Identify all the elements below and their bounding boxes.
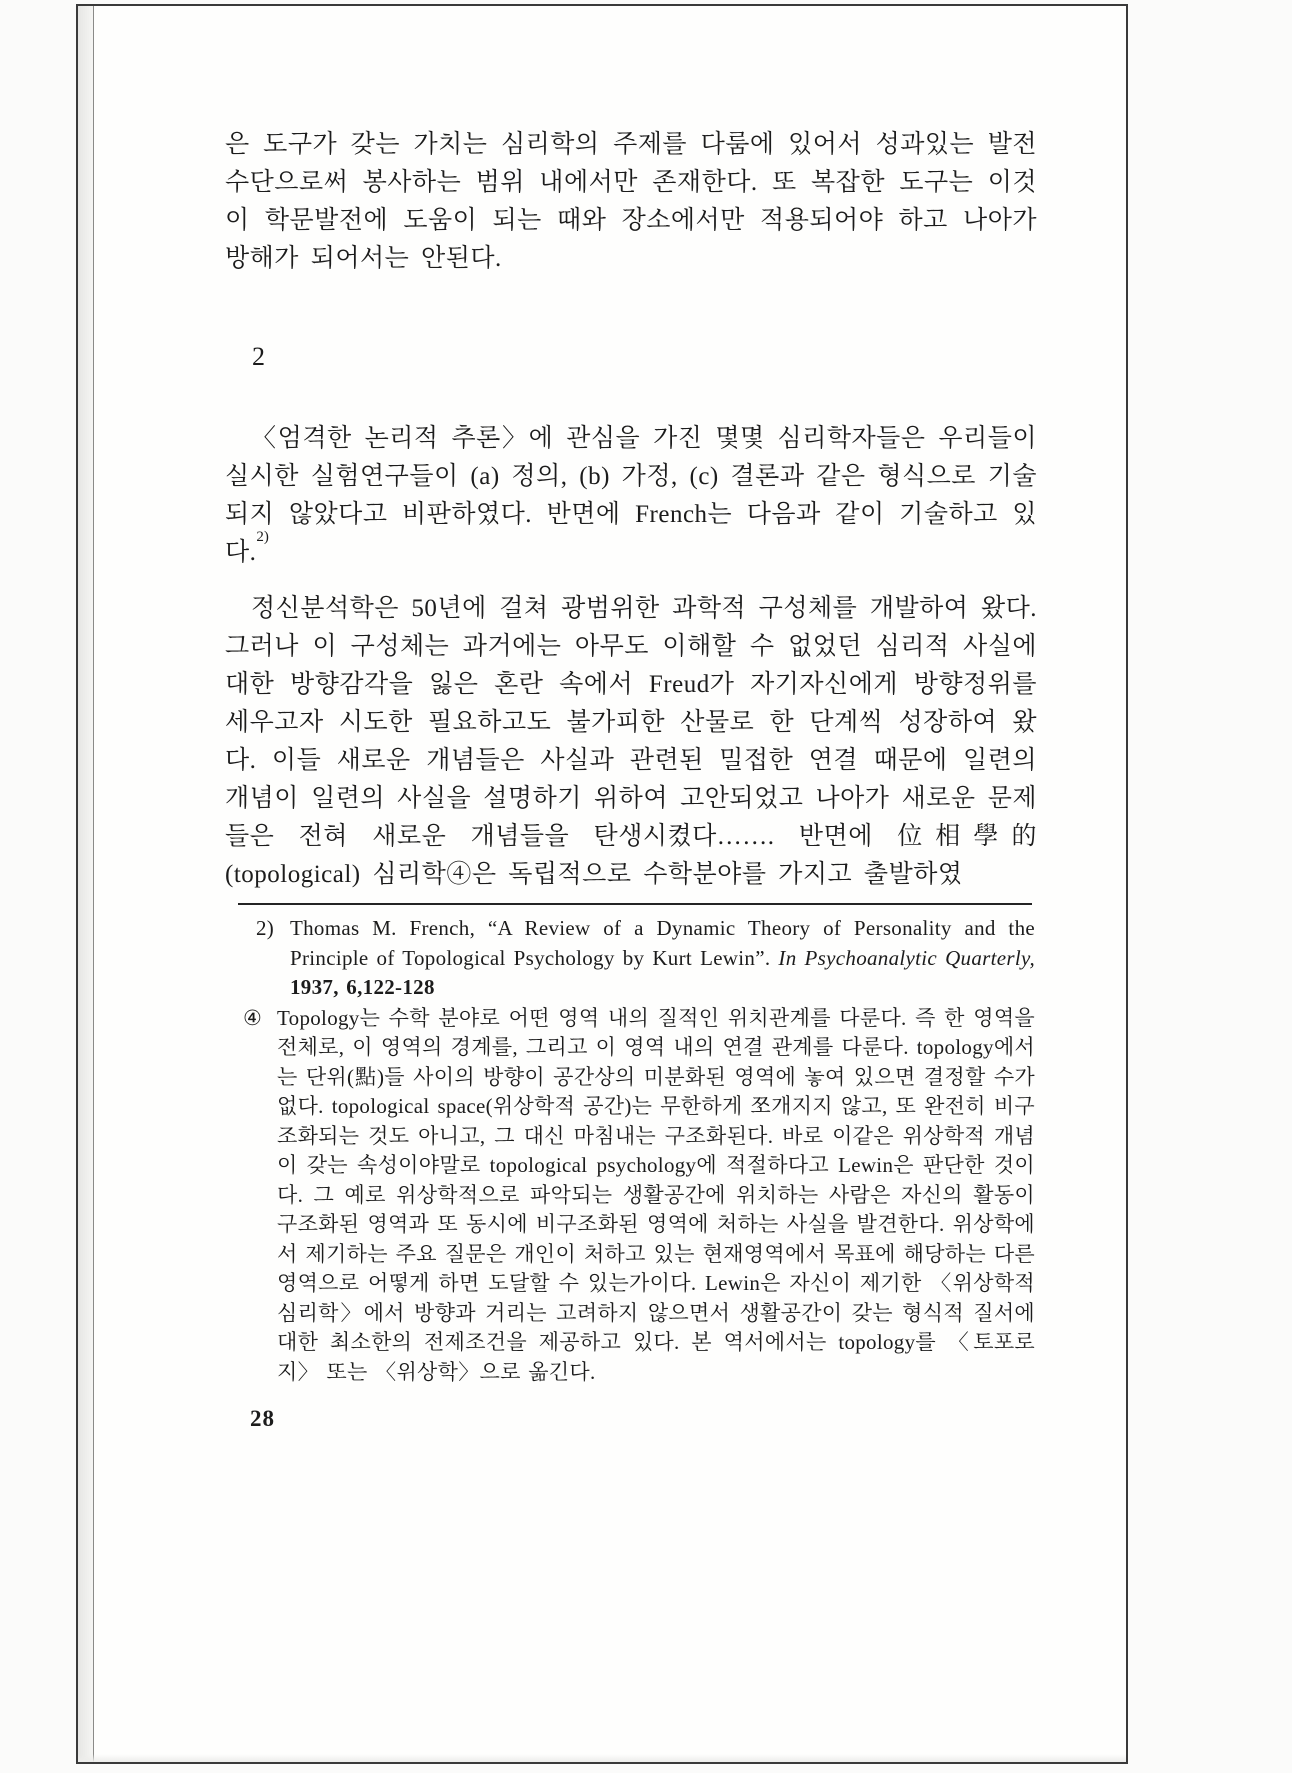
- footnotes-section: [243, 914, 1035, 1387]
- footnote-reference-2: 2): [256, 528, 269, 545]
- footnote-4-text: Topology는 수학 분야로 어떤 영역 내의 질적인 위치관계를 다룬다. 즉 한 영역을 전체로, 이 영역의 경계를, 그리고 이 영역 내의 연결 관계를 다룬다. topology에서는 단위(點)들 사이의 방향이 공간상의 미분화된 영역에 놓여 있으면 결정할 수가 없다. topological space(위상학적 공간)는 무한하게 쪼개지지 않고, 또 완전히 비구조화되는 것도 아니고, 그 대신 마침내는 구조화된다. 바로 이같은 위상학적 개념이 갖는 속성이야말로 topological psychology에 적절하다고 Lewin은 판단한 것이다. 그 예로 위상학적으로 파악되는 생활공간에 위치하는 사람은 자신의 활동이 구조화된 영역과 또 동시에 비구조화된 영역에 처하는 사실을 발견한다. 위상학에서 제기하는 주요 질문은 개인이 처하고 있는 현재영역에서 목표에 해당하는 다른 영역으로 어떻게 하면 도달할 수 있는가이다. Lewin은 자신이 제기한 〈위상학적 심리학〉에서 방향과 거리는 고려하지 않으면서 생활공간이 갖는 형식적 질서에 대한 최소한의 전제조건을 제공하고 있다. 본 역서에서는 topology를 〈토포로지〉 또는 〈위상학〉으로 옮긴다.: [277, 1005, 1035, 1384]
- footnote-2: [243, 914, 1035, 1003]
- footnote-2-label: 2): [256, 916, 275, 940]
- page-number: 28: [250, 1406, 275, 1431]
- footnote-4-label: ④: [243, 1005, 263, 1030]
- footnote-2-volume-pages: 1937, 6,122-128: [290, 975, 435, 999]
- footnote-2-citation: Thomas M. French, “A Review of a Dynamic Theory of Personality and the Principle of Topological Psychology by Kurt Lewin”.: [290, 916, 1035, 970]
- body-paragraph-2-text: 〈엄격한 논리적 추론〉에 관심을 가진 몇몇 심리학자들은 우리들이 실시한 실험연구들이 (a) 정의, (b) 가정, (c) 결론과 같은 형식으로 기술되지 않았다고 비판하였다. 반면에 French는 다음과 같이 기술하고 있다.: [225, 425, 1037, 566]
- page-bottom-shadow: [78, 1754, 1126, 1762]
- body-paragraph-2: [225, 420, 1037, 572]
- body-paragraph-1: 은 도구가 갖는 가치는 심리학의 주제를 다룸에 있어서 성과있는 발전수단으로써 봉사하는 범위 내에서만 존재한다. 또 복잡한 도구는 이것이 학문발전에 도움이 되는 때와 장소에서만 적용되어야 하고 나아가 방해가 되어서는 안된다.: [225, 131, 1037, 272]
- footnote-divider-rule: [238, 903, 1032, 905]
- footnote-2-text: [290, 914, 1035, 1003]
- body-paragraph-3-quote: 정신분석학은 50년에 걸쳐 광범위한 과학적 구성체를 개발하여 왔다. 그러나 이 구성체는 과거에는 아무도 이해할 수 없었던 심리적 사실에 대한 방향감각을 잃은 혼란 속에서 Freud가 자기자신에게 방향정위를 세우고자 시도한 필요하고도 불가피한 산물로 한 단계씩 성장하여 왔다. 이들 새로운 개념들은 사실과 관련된 밀접한 연결 때문에 일련의 개념이 일련의 사실을 설명하기 위하여 고안되었고 나아가 새로운 문제들은 전혀 새로운 개념들을 탄생시켰다……. 반면에 位相學的(topological) 심리학④은 독립적으로 수학분야를 가지고 출발하였: [225, 595, 1037, 888]
- footnote-4: [243, 1004, 1035, 1388]
- section-number: 2: [252, 342, 265, 371]
- footnote-2-journal-title: In Psychoanalytic Quarterly,: [778, 945, 1035, 970]
- page-edge-shadow: [78, 6, 94, 1762]
